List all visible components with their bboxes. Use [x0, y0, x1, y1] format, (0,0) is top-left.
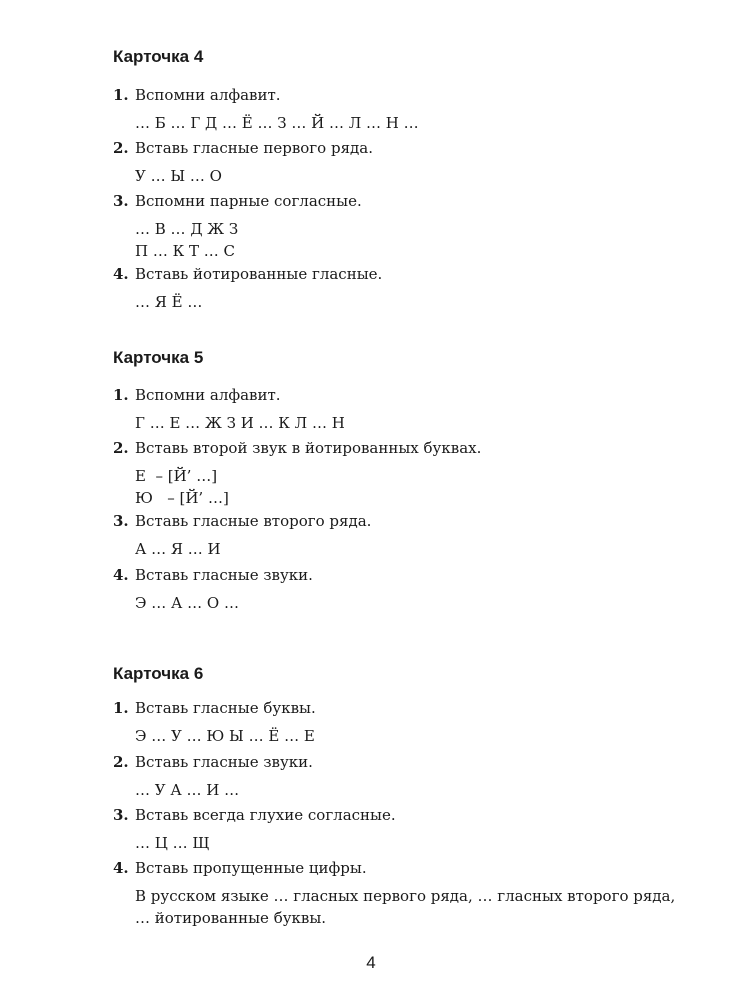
task-instruction: Вспомни парные согласные. — [135, 192, 362, 210]
task-number: 3. — [113, 192, 129, 210]
task-exercise-line: П … К Т … С — [135, 242, 236, 260]
task-number: 1. — [113, 86, 129, 104]
task-exercise-line: Г … Е … Ж З И … К Л … Н — [135, 414, 345, 432]
task-item — [113, 564, 313, 614]
task-number: 3. — [113, 512, 129, 530]
task-item — [113, 510, 371, 560]
task-number: 4. — [113, 265, 129, 283]
task-item — [113, 437, 481, 509]
card-title: Карточка 5 — [113, 348, 204, 367]
task-instruction: Вставь всегда глухие согласные. — [135, 806, 396, 824]
task-number: 2. — [113, 139, 129, 157]
card-title: Карточка 4 — [113, 47, 204, 66]
task-item — [113, 857, 695, 929]
task-number: 4. — [113, 859, 129, 877]
task-item — [113, 137, 373, 187]
task-instruction: Вставь гласные первого ряда. — [135, 139, 373, 157]
task-exercise-line: Э … У … Ю Ы … Ё … Е — [135, 727, 315, 745]
task-item — [113, 263, 382, 313]
task-item — [113, 84, 419, 134]
task-number: 1. — [113, 699, 129, 717]
task-exercise-line: Е – [Й’ …] — [135, 467, 218, 485]
task-exercise-line: У … Ы … О — [135, 167, 222, 185]
task-item — [113, 384, 345, 434]
task-item — [113, 190, 362, 262]
task-exercise-line: … У А … И … — [135, 781, 240, 799]
task-exercise-line: Э … А … О … — [135, 594, 239, 612]
task-item — [113, 804, 396, 854]
page-number: 4 — [366, 953, 376, 972]
task-instruction: Вставь второй звук в йотированных буквах. — [135, 439, 482, 457]
task-exercise-line: … В … Д Ж З — [135, 220, 239, 238]
task-instruction: Вспомни алфавит. — [135, 386, 281, 404]
task-exercise-line: … Ц … Щ — [135, 834, 210, 852]
task-instruction: Вставь йотированные гласные. — [135, 265, 383, 283]
task-number: 3. — [113, 806, 129, 824]
task-item — [113, 697, 316, 747]
task-instruction: Вставь гласные буквы. — [135, 699, 316, 717]
task-number: 4. — [113, 566, 129, 584]
task-exercise-line: А … Я … И — [135, 540, 221, 558]
task-instruction: Вспомни алфавит. — [135, 86, 281, 104]
card-title: Карточка 6 — [113, 664, 204, 683]
task-item — [113, 751, 313, 801]
task-exercise-line: … Б … Г Д … Ё … З … Й … Л … Н … — [135, 114, 419, 132]
task-number: 2. — [113, 439, 129, 457]
task-exercise-line: Ю – [Й’ …] — [135, 489, 229, 507]
task-number: 1. — [113, 386, 129, 404]
task-paragraph: В русском языке … гласных первого ряда, … гласных второго ряда, … йотированные буквы. — [135, 887, 676, 927]
task-instruction: Вставь пропущенные цифры. — [135, 859, 367, 877]
task-exercise-line: … Я Ё … — [135, 293, 203, 311]
task-number: 2. — [113, 753, 129, 771]
task-instruction: Вставь гласные звуки. — [135, 566, 313, 584]
task-instruction: Вставь гласные второго ряда. — [135, 512, 372, 530]
task-instruction: Вставь гласные звуки. — [135, 753, 313, 771]
